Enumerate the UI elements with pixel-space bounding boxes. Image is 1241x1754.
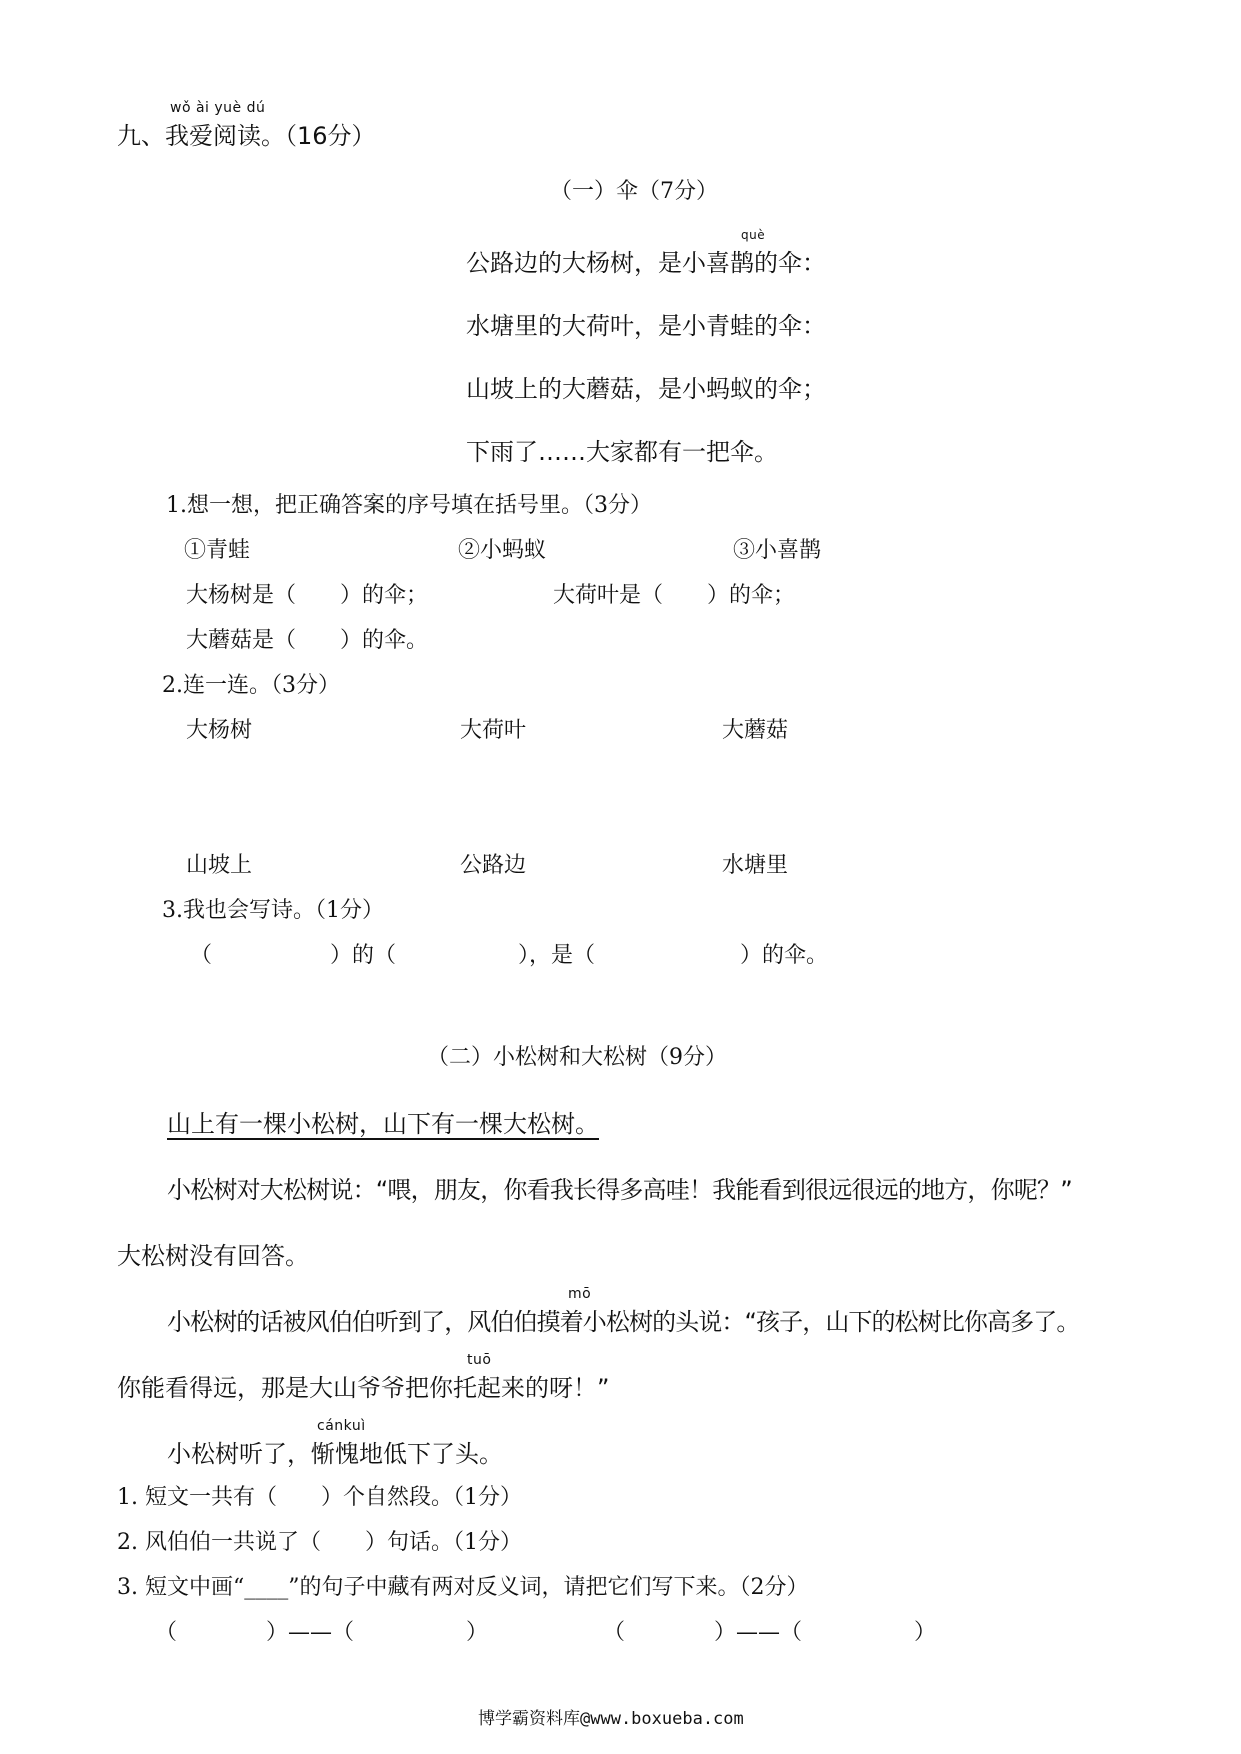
poem-line-4: 下雨了……大家都有一把伞。	[466, 438, 778, 466]
q3-blank-end: ）的伞。	[740, 943, 829, 968]
q2-bottom-1: 山坡上	[186, 853, 253, 878]
section-title-text: 九、我爱阅读。	[117, 122, 285, 150]
q2-bottom-3: 水塘里	[722, 853, 789, 878]
q3-blank-shi: ），是（	[518, 943, 596, 968]
q3-blank-open: （	[190, 943, 213, 968]
passage-p3a: 小松树的话被风伯伯听到了，风伯伯摸着小松树的头说：“孩子，山下的松树比你高多了。	[167, 1308, 1080, 1336]
poem-line-2: 水塘里的大荷叶，是小青蛙的伞：	[466, 312, 826, 340]
q2-bottom-2: 公路边	[460, 853, 527, 878]
poem-line-3: 山坡上的大蘑菇，是小蚂蚁的伞；	[466, 375, 826, 403]
q1-blank-1: 大杨树是（ ）的伞；	[186, 583, 429, 608]
section-title	[117, 116, 376, 151]
passage-p4: 小松树听了，惭愧地低下了头。	[167, 1440, 503, 1468]
pinyin-que: què	[741, 228, 766, 242]
part1-heading-score: （7分）	[638, 179, 719, 204]
q1-option-2: ②小蚂蚁	[458, 538, 547, 563]
q2-top-3: 大蘑菇	[722, 718, 789, 743]
part2-heading	[427, 1040, 727, 1071]
part2-heading-score: （9分）	[647, 1045, 728, 1070]
q1-prompt: 1.想一想，把正确答案的序号填在括号里。（3分）	[166, 493, 652, 518]
passage-p1-underlined: 山上有一棵小松树，山下有一棵大松树。	[167, 1110, 599, 1138]
section-pinyin: wǒ ài yuè dú	[170, 100, 266, 116]
answer-pair-2-close: ）	[914, 1620, 937, 1645]
footer-watermark: 博学霸资料库@www.boxueba.com	[478, 1709, 744, 1729]
p2-question-2: 2. 风伯伯一共说了（ ）句话。（1分）	[117, 1530, 522, 1555]
q3-prompt: 3.我也会写诗。（1分）	[162, 898, 384, 923]
pinyin-tuo: tuō	[467, 1352, 492, 1368]
q1-blank-2: 大荷叶是（ ）的伞；	[553, 583, 796, 608]
pinyin-cankui: cánkuì	[317, 1418, 366, 1434]
answer-pair-2-open: （	[603, 1620, 626, 1645]
q3-blank-de: ）的（	[330, 943, 397, 968]
answer-pair-1-dash: ）——（	[266, 1620, 355, 1645]
passage-p2a: 小松树对大松树说：“喂，朋友，你看我长得多高哇！我能看到很远很远的地方，你呢？”	[167, 1176, 1072, 1204]
passage-p3b: 你能看得远，那是大山爷爷把你托起来的呀！”	[117, 1374, 610, 1402]
answer-pair-1-open: （	[155, 1620, 178, 1645]
pinyin-mo: mō	[568, 1286, 592, 1302]
q1-option-3: ③小喜鹊	[733, 538, 822, 563]
answer-pair-2-dash: ）——（	[714, 1620, 803, 1645]
section-score: （16分）	[285, 122, 376, 150]
p2-question-3: 3. 短文中画“____”的句子中藏有两对反义词，请把它们写下来。（2分）	[117, 1575, 809, 1600]
q2-top-2: 大荷叶	[460, 718, 527, 743]
q1-option-1: ①青蛙	[184, 538, 251, 563]
p2-question-1: 1. 短文一共有（ ）个自然段。（1分）	[117, 1485, 522, 1510]
poem-line-1: 公路边的大杨树，是小喜鹊的伞：	[466, 249, 826, 277]
q2-prompt: 2.连一连。（3分）	[162, 673, 340, 698]
q1-blank-3: 大蘑菇是（ ）的伞。	[186, 628, 429, 653]
answer-pair-1-close: ）	[466, 1620, 489, 1645]
passage-p2b: 大松树没有回答。	[117, 1242, 309, 1270]
part1-heading	[550, 174, 718, 205]
part2-heading-title: （二）小松树和大松树	[427, 1045, 648, 1070]
part1-heading-title: （一）伞	[550, 179, 639, 204]
q2-top-1: 大杨树	[186, 718, 253, 743]
